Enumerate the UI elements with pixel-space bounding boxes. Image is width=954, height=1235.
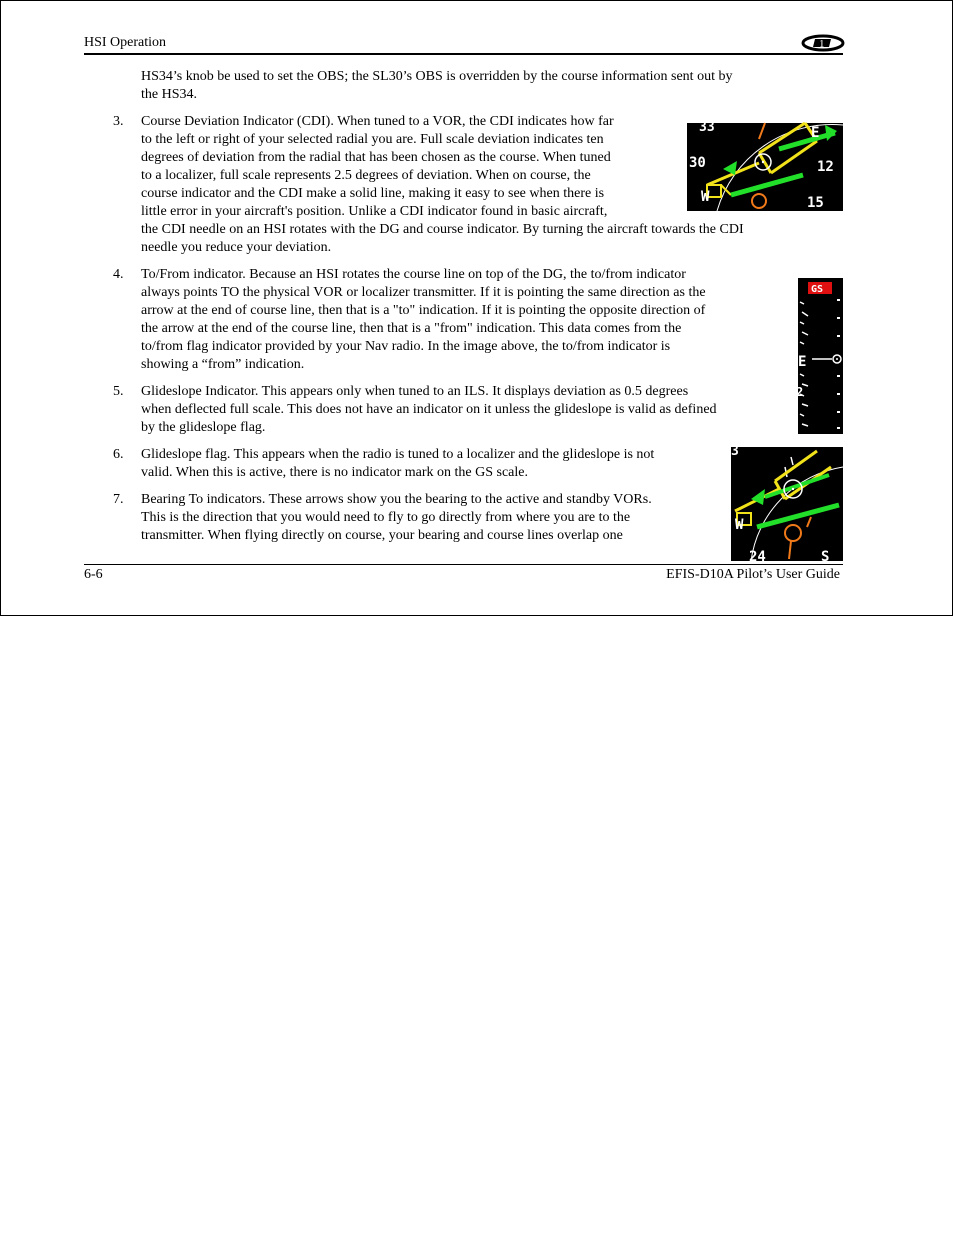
footer-rule: [84, 564, 843, 565]
item-text-line: transmitter. When flying directly on course, your bearing and course lines overlap one: [141, 528, 623, 543]
item-text-line: the arrow at the end of the course line, then that is a "from" indication. This data comes from the: [141, 321, 682, 336]
item-text-line: arrow at the end of course line, then that is a "to" indication. If it is pointing the opposite direction of: [141, 303, 706, 318]
item-number: 5.: [113, 384, 124, 399]
cdi-heading-label: 15: [807, 195, 824, 211]
item-text-line: to/from flag indicator provided by your Nav radio. In the image above, the to/from indicator is: [141, 339, 671, 354]
item-text-line: Glideslope flag. This appears when the radio is tuned to a localizer and the glideslope is not: [141, 447, 655, 462]
item-text-line: Glideslope Indicator. This appears only when tuned to an ILS. It displays deviation as 0.5 degrees: [141, 384, 689, 399]
item-text-line: when deflected full scale. This does not have an indicator on it unless the glideslope is valid as defined: [141, 402, 717, 417]
guide-title: EFIS-D10A Pilot’s User Guide: [666, 567, 840, 582]
item-text-line: always points TO the physical VOR or localizer transmitter. If it is pointing the same direction as the: [141, 285, 706, 300]
manual-page: [0, 0, 953, 616]
item-text-line: to a localizer, full scale represents 2.5 degrees of deviation. When on course, the: [141, 168, 591, 183]
item-text-line: showing a “from” indication.: [141, 357, 305, 372]
cdi-heading-label: W: [701, 189, 710, 205]
header-rule: [84, 53, 843, 55]
cdi-figure: [687, 120, 843, 211]
item-text-line: needle you reduce your deviation.: [141, 240, 332, 255]
page-number: 6-6: [84, 567, 103, 582]
gs-heading-label: 2: [796, 385, 804, 399]
gs-heading-label: E: [798, 354, 807, 370]
item-text-line: by the glideslope flag.: [141, 420, 266, 435]
item-text-line: valid. When this is active, there is no indicator mark on the GS scale.: [141, 465, 528, 480]
item-number: 6.: [113, 447, 124, 462]
intro-line-1: HS34’s knob be used to set the OBS; the SL30’s OBS is overridden by the course information sent out by: [141, 69, 733, 84]
bearing-heading-label: 24: [749, 549, 766, 565]
item-text-line: course indicator and the CDI make a solid line, making it easy to see when there is: [141, 186, 605, 201]
svg-text:1: 1: [819, 38, 825, 50]
item-text-line: degrees of deviation from the radial that has been chosen as the course. When tuned: [141, 150, 611, 165]
item-number: 7.: [113, 492, 124, 507]
item-text-line: Course Deviation Indicator (CDI). When tuned to a VOR, the CDI indicates how far: [141, 114, 614, 129]
bearing-heading-label: S: [821, 549, 830, 565]
bearing-heading-label: 3: [731, 444, 739, 459]
item-text-line: little error in your aircraft's position. Unlike a CDI indicator found in basic aircraft,: [141, 204, 608, 219]
item-number: 4.: [113, 267, 124, 282]
item-text-line: Bearing To indicators. These arrows show you the bearing to the active and standby VORs.: [141, 492, 652, 507]
cdi-heading-label: E: [811, 125, 820, 141]
bearing-figure: [731, 444, 843, 565]
cdi-heading-label: 30: [689, 155, 706, 171]
cdi-heading-label: 33: [699, 120, 715, 135]
item-text-line: the CDI needle on an HSI rotates with the DG and course indicator. By turning the aircraft towards the CDI: [141, 222, 744, 237]
gs-flag-label: GS: [811, 284, 824, 295]
cdi-heading-label: 12: [817, 159, 834, 175]
item-text-line: To/From indicator. Because an HSI rotates the course line on top of the DG, the to/from indicator: [141, 267, 686, 282]
glideslope-figure: [798, 278, 843, 434]
brand-logo-icon: [801, 34, 845, 52]
intro-line-2: the HS34.: [141, 87, 197, 102]
item-text-line: This is the direction that you would need to fly to go directly from where you are to the: [141, 510, 631, 525]
item-text-line: to the left or right of your selected radial you are. Full scale deviation indicates ten: [141, 132, 604, 147]
bearing-heading-label: W: [735, 517, 744, 533]
item-number: 3.: [113, 114, 124, 129]
section-header: HSI Operation: [84, 35, 167, 50]
